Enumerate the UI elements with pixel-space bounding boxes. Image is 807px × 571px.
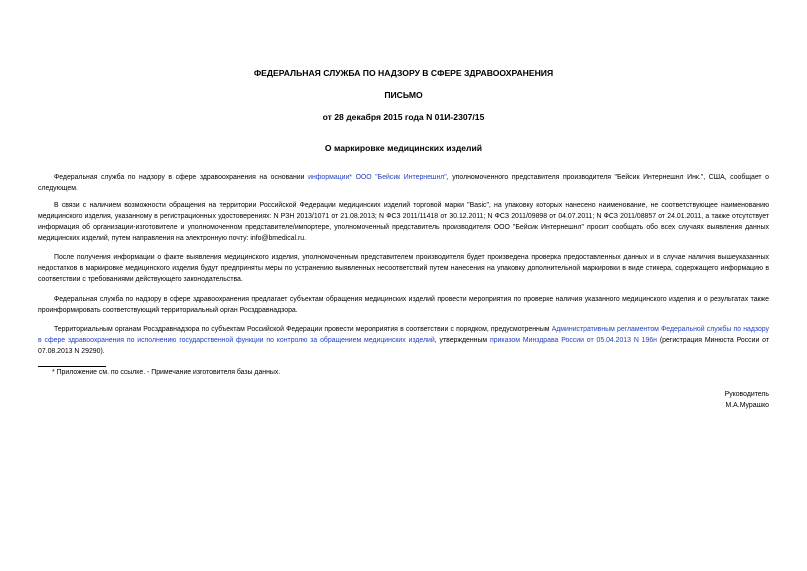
paragraph-5-text-end: (регистрация Минюста России от 07.08.2013 N 29290).	[38, 337, 770, 355]
document-type: ПИСЬМО	[384, 90, 423, 100]
footnote: * Приложение см. по ссылке. - Примечание изготовителя базы данных.	[52, 369, 281, 376]
paragraph-1	[38, 172, 769, 194]
info-link[interactable]: информации* ООО "Бейсик Интернешнл"	[308, 174, 447, 181]
document-date-number: от 28 декабря 2015 года N 01И-2307/15	[322, 112, 485, 122]
paragraph-5-text-start: Территориальным органам Росздравнадзора по субъектам Российской Федерации провести мероприятия в соответствии с порядком, предусмотренным	[54, 326, 552, 333]
signature-name: М.А.Мурашко	[725, 402, 769, 409]
regulation-link[interactable]: Административным регламентом Федеральной службы по надзору в сфере здравоохранения по исполнению государственной функции по контролю за обращением медицинских изделий	[38, 326, 769, 344]
paragraph-3: После получения информации о факте выявления медицинского изделия, уполномоченным представителем производителя будет произведена проверка предоставленных данных и в случае наличия вышеуказанных недостатков в маркировке медицинского изделия будут предприняты меры по устранению выявленных несоответствий путем нанесения на упаковку дополнительной маркировки в виде стикера, содержащего информацию в соответствии с требованиями действующего законодательства.	[38, 254, 769, 283]
paragraph-4: Федеральная служба по надзору в сфере здравоохранения предлагает субъектам обращения медицинских изделий провести мероприятия по проверке наличия указанного медицинского изделия и о результатах также проинформировать соответствующий территориальный орган Росздравнадзора.	[38, 296, 769, 314]
paragraph-2: В связи с наличием возможности обращения на территории Российской Федерации медицинских изделий торговой марки "Basic", на упаковку которых нанесено наименование, не соответствующее наименованию медицинского изделия, указанному в регистрационных удостоверениях: N РЗН 2013/1071 от 21.08.2013; N ФСЗ 2011/11418 от 30.12.2011; N ФСЗ 2011/09898 от 04.07.2011; N ФСЗ 2011/08857 от 24.01.2011, а также отсутствует информация об организации-изготовителе и уполномоченном представителе/импортере, уполномоченный представитель производителя ООО "Бейсик Интернешнл" просит сообщать обо всех случаях выявления данных медицинских изделий, путем направления на электронную почту: info@bmedical.ru.	[38, 202, 769, 242]
paragraph-1-text-end: , уполномоченного представителя производителя "Бейсик Интернешнл Инк.", США, сообщает о следующем.	[38, 174, 770, 192]
paragraph-5-text-middle: , утвержденным	[434, 337, 491, 344]
agency-title: ФЕДЕРАЛЬНАЯ СЛУЖБА ПО НАДЗОРУ В СФЕРЕ ЗДРАВООХРАНЕНИЯ	[253, 68, 554, 78]
signature-title: Руководитель	[724, 391, 769, 398]
paragraph-1-text-start: Федеральная служба по надзору в сфере здравоохранения на основании	[54, 174, 309, 181]
order-link[interactable]: приказом Минздрава России от 05.04.2013 N 196н	[490, 337, 657, 344]
document-subject: О маркировке медицинских изделий	[324, 143, 483, 153]
paragraph-5	[38, 324, 769, 357]
